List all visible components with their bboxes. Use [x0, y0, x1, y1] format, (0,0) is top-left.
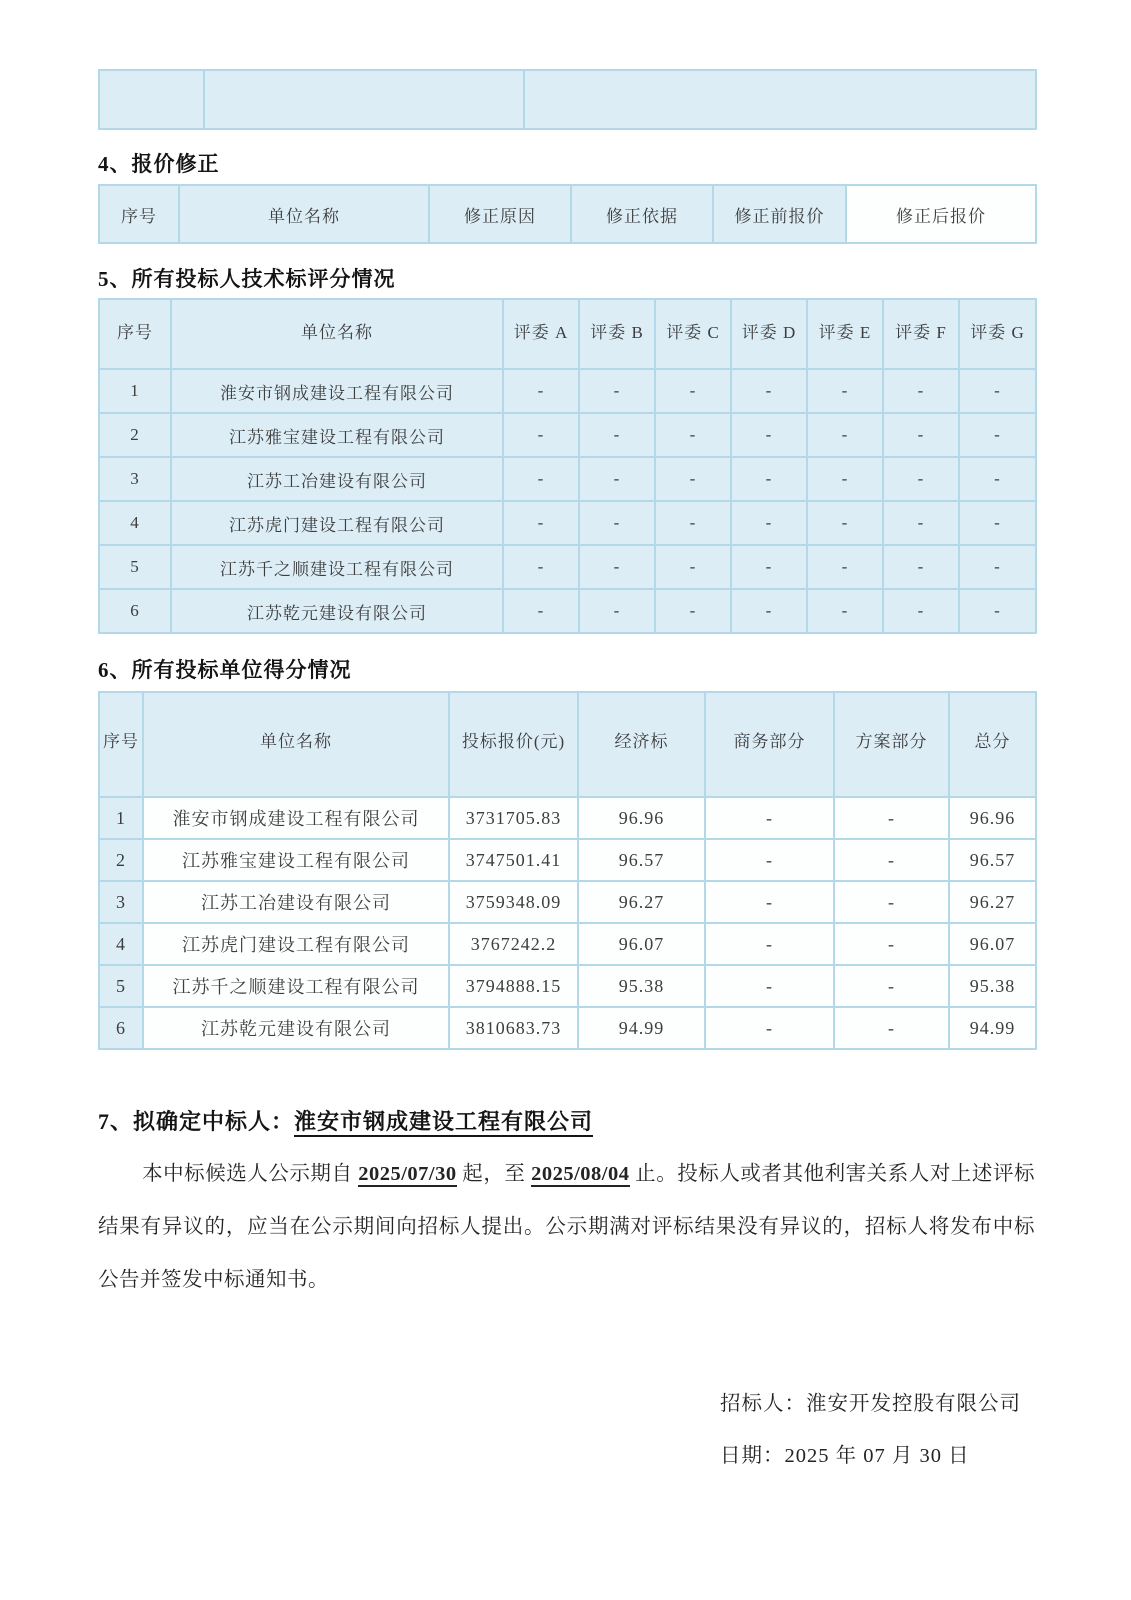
score-cell: -: [807, 457, 883, 501]
company-name-cell: 江苏虎门建设工程有限公司: [171, 501, 503, 545]
column-header: 评委 E: [807, 299, 883, 369]
economic-score-cell: 96.57: [578, 839, 705, 881]
column-header: 评委 C: [655, 299, 731, 369]
row-number-cell: 3: [99, 881, 143, 923]
company-name-cell: 江苏千之顺建设工程有限公司: [143, 965, 449, 1007]
row-number-cell: 1: [99, 797, 143, 839]
total-score-cell: 96.57: [949, 839, 1036, 881]
total-score-cell: 96.96: [949, 797, 1036, 839]
score-cell: -: [731, 413, 807, 457]
section-4-heading: 4、报价修正: [98, 152, 220, 176]
score-cell: -: [807, 545, 883, 589]
column-header: 方案部分: [834, 692, 949, 797]
score-cell: -: [655, 589, 731, 633]
company-name-cell: 江苏雅宝建设工程有限公司: [171, 413, 503, 457]
bid-price-cell: 3759348.09: [449, 881, 578, 923]
business-score-cell: -: [705, 923, 834, 965]
bid-price-cell: 3810683.73: [449, 1007, 578, 1049]
plan-score-cell: -: [834, 839, 949, 881]
tenderer-line: 招标人：淮安开发控股有限公司: [720, 1393, 1021, 1415]
table-row: [99, 1007, 1036, 1049]
section-5-heading: 5、所有投标人技术标评分情况: [98, 267, 396, 291]
score-cell: -: [959, 545, 1036, 589]
table-header-row: [99, 299, 1036, 369]
table-row: [99, 881, 1036, 923]
company-name-cell: 淮安市钢成建设工程有限公司: [171, 369, 503, 413]
winner-company-name: 淮安市钢成建设工程有限公司: [294, 1109, 593, 1137]
column-header: 单位名称: [179, 185, 429, 243]
company-name-cell: 淮安市钢成建设工程有限公司: [143, 797, 449, 839]
notice-text: 止。投标人或者其他利害关系人对上述评标结果有异议的，应当在公示期间向招标人提出。公示期满对评标结果没有异议的，招标人将发布中标公告并签发中标通知书。: [98, 1163, 1036, 1291]
table-row: [99, 369, 1036, 413]
column-header: 单位名称: [143, 692, 449, 797]
score-cell: -: [807, 501, 883, 545]
score-cell: -: [503, 369, 579, 413]
score-cell: -: [655, 369, 731, 413]
row-number-cell: 1: [99, 369, 171, 413]
column-header: 评委 A: [503, 299, 579, 369]
row-number-cell: 2: [99, 413, 171, 457]
total-score-cell: 96.07: [949, 923, 1036, 965]
score-cell: -: [959, 457, 1036, 501]
business-score-cell: -: [705, 965, 834, 1007]
row-number-cell: 5: [99, 965, 143, 1007]
score-cell: -: [883, 457, 959, 501]
column-header: 修正前报价: [713, 185, 846, 243]
score-cell: -: [503, 589, 579, 633]
section-6-heading: 6、所有投标单位得分情况: [98, 658, 352, 682]
row-number-cell: 4: [99, 923, 143, 965]
notice-text: 本中标候选人公示期自: [142, 1163, 359, 1185]
plan-score-cell: -: [834, 1007, 949, 1049]
total-score-cell: 95.38: [949, 965, 1036, 1007]
score-cell: -: [579, 501, 655, 545]
score-cell: -: [807, 413, 883, 457]
row-number-cell: 4: [99, 501, 171, 545]
table-row: [99, 501, 1036, 545]
top-margin-spacer: [98, 0, 1035, 69]
economic-score-cell: 96.96: [578, 797, 705, 839]
score-cell: -: [579, 413, 655, 457]
company-name-cell: 江苏乾元建设有限公司: [143, 1007, 449, 1049]
company-name-cell: 江苏雅宝建设工程有限公司: [143, 839, 449, 881]
table-row: [99, 965, 1036, 1007]
score-cell: -: [655, 545, 731, 589]
score-cell: -: [655, 457, 731, 501]
company-name-cell: 江苏工冶建设有限公司: [143, 881, 449, 923]
business-score-cell: -: [705, 797, 834, 839]
table-header-row: [99, 185, 1036, 243]
column-header: 评委 G: [959, 299, 1036, 369]
score-cell: -: [883, 501, 959, 545]
top-partial-table: [98, 69, 1037, 130]
column-header: 投标报价(元): [449, 692, 578, 797]
publicity-start-date: 2025/07/30: [358, 1163, 457, 1185]
row-number-cell: 3: [99, 457, 171, 501]
empty-cell: [524, 70, 1036, 129]
economic-score-cell: 96.27: [578, 881, 705, 923]
column-header: 总分: [949, 692, 1036, 797]
total-score-table: [98, 691, 1037, 1050]
table-row: [99, 589, 1036, 633]
total-score-cell: 94.99: [949, 1007, 1036, 1049]
score-cell: -: [579, 369, 655, 413]
date-line: 日期：2025 年 07 月 30 日: [720, 1445, 970, 1467]
company-name-cell: 江苏乾元建设有限公司: [171, 589, 503, 633]
table-row: [99, 839, 1036, 881]
table-row: [99, 797, 1036, 839]
company-name-cell: 江苏千之顺建设工程有限公司: [171, 545, 503, 589]
column-header: 商务部分: [705, 692, 834, 797]
score-cell: -: [503, 545, 579, 589]
economic-score-cell: 95.38: [578, 965, 705, 1007]
column-header: 修正后报价: [846, 185, 1036, 243]
score-cell: -: [579, 545, 655, 589]
business-score-cell: -: [705, 881, 834, 923]
plan-score-cell: -: [834, 965, 949, 1007]
score-cell: -: [731, 545, 807, 589]
publicity-notice-paragraph: [98, 1148, 1035, 1307]
column-header: 单位名称: [171, 299, 503, 369]
score-cell: -: [959, 369, 1036, 413]
bid-price-cell: 3794888.15: [449, 965, 578, 1007]
publicity-end-date: 2025/08/04: [531, 1163, 630, 1185]
score-cell: -: [579, 457, 655, 501]
business-score-cell: -: [705, 1007, 834, 1049]
technical-score-table: [98, 298, 1037, 634]
table-header-row: [99, 692, 1036, 797]
column-header: 修正依据: [571, 185, 713, 243]
row-number-cell: 6: [99, 589, 171, 633]
score-cell: -: [959, 589, 1036, 633]
table-row: [99, 413, 1036, 457]
score-cell: -: [655, 501, 731, 545]
score-cell: -: [883, 545, 959, 589]
score-cell: -: [731, 457, 807, 501]
column-header: 序号: [99, 692, 143, 797]
score-cell: -: [503, 501, 579, 545]
economic-score-cell: 94.99: [578, 1007, 705, 1049]
score-cell: -: [807, 589, 883, 633]
score-cell: -: [883, 413, 959, 457]
company-name-cell: 江苏工冶建设有限公司: [171, 457, 503, 501]
column-header: 评委 F: [883, 299, 959, 369]
table-row: [99, 70, 1036, 129]
score-cell: -: [959, 501, 1036, 545]
table-row: [99, 545, 1036, 589]
score-cell: -: [731, 501, 807, 545]
plan-score-cell: -: [834, 923, 949, 965]
column-header: 经济标: [578, 692, 705, 797]
column-header: 修正原因: [429, 185, 571, 243]
economic-score-cell: 96.07: [578, 923, 705, 965]
table-row: [99, 457, 1036, 501]
column-header: 序号: [99, 185, 179, 243]
bid-price-cell: 3767242.2: [449, 923, 578, 965]
row-number-cell: 2: [99, 839, 143, 881]
column-header: 评委 D: [731, 299, 807, 369]
bid-price-cell: 3731705.83: [449, 797, 578, 839]
row-number-cell: 5: [99, 545, 171, 589]
document-content: [98, 0, 1035, 1471]
section-7-heading: [98, 1108, 1035, 1136]
score-cell: -: [807, 369, 883, 413]
score-cell: -: [731, 589, 807, 633]
score-cell: -: [731, 369, 807, 413]
column-header: 评委 B: [579, 299, 655, 369]
bid-price-cell: 3747501.41: [449, 839, 578, 881]
price-correction-table: [98, 184, 1037, 244]
company-name-cell: 江苏虎门建设工程有限公司: [143, 923, 449, 965]
total-score-cell: 96.27: [949, 881, 1036, 923]
column-header: 序号: [99, 299, 171, 369]
score-cell: -: [883, 589, 959, 633]
business-score-cell: -: [705, 839, 834, 881]
empty-cell: [99, 70, 204, 129]
plan-score-cell: -: [834, 881, 949, 923]
score-cell: -: [579, 589, 655, 633]
table-row: [99, 923, 1036, 965]
score-cell: -: [655, 413, 731, 457]
row-number-cell: 6: [99, 1007, 143, 1049]
empty-cell: [204, 70, 524, 129]
plan-score-cell: -: [834, 797, 949, 839]
score-cell: -: [503, 457, 579, 501]
notice-text: 起，至: [456, 1163, 532, 1185]
score-cell: -: [883, 369, 959, 413]
score-cell: -: [503, 413, 579, 457]
score-cell: -: [959, 413, 1036, 457]
winner-label: 7、拟确定中标人：: [98, 1109, 295, 1134]
